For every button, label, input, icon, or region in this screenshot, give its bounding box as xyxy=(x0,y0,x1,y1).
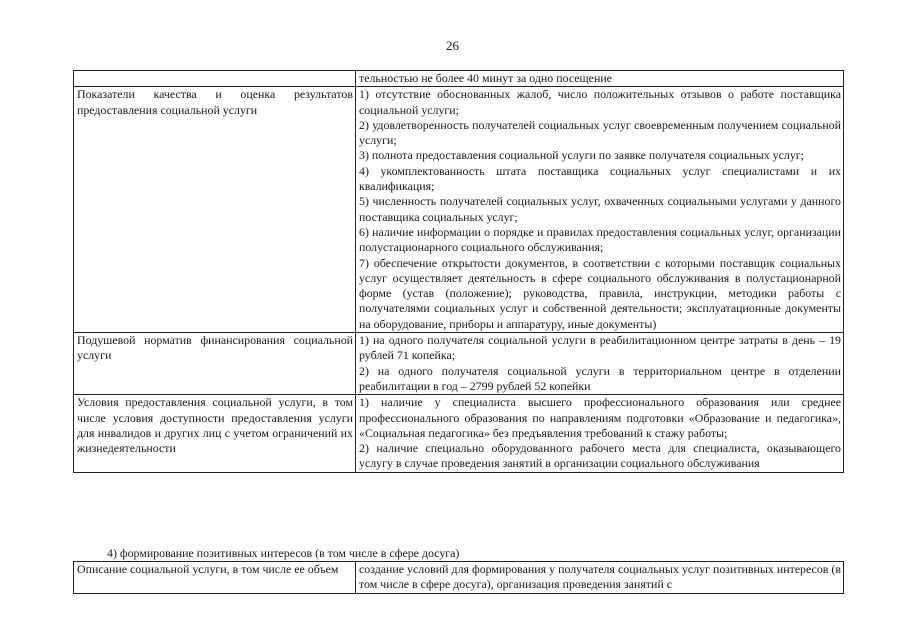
table-row xyxy=(74,562,844,594)
services-table-continued xyxy=(73,561,844,594)
list-item: 1) наличие у специалиста высшего профессионального образования или среднее профессионального образования по направлениям подготовки «Образование и педагогика», «Социальная педагогика» без предъявления требований к стажу работы; xyxy=(359,395,841,440)
table-row xyxy=(74,87,844,333)
table-row xyxy=(74,395,844,472)
list-item: 4) укомплектованность штата поставщика социальных услуг специалистами и их квалификация; xyxy=(359,163,841,194)
services-table xyxy=(73,70,844,473)
table-cell-empty xyxy=(74,71,356,87)
list-item: 2) удовлетворенность получателей социальных услуг своевременным получением социальной услуги; xyxy=(359,117,841,148)
continuation-cell: тельностью не более 40 минут за одно посещение xyxy=(356,71,844,87)
table-row xyxy=(74,333,844,395)
row-label-quality: Показатели качества и оценка результатов предоставления социальной услуги xyxy=(74,87,356,333)
list-item: 3) полнота предоставления социальной услуги по заявке получателя социальных услуг; xyxy=(359,148,804,163)
row-content-description: создание условий для формирования у получателя социальных услуг позитивных интересов (в том числе в сфере досуга), организация проведения занятий с xyxy=(356,562,844,594)
row-content-conditions xyxy=(356,395,844,472)
row-content-quality xyxy=(356,87,844,333)
table-row xyxy=(74,71,844,87)
list-item: 7) обеспечение открытости документов, в соответствии с которыми поставщик социальных услуг осуществляет деятельность в сфере социального обслуживания в полустационарной форме (устав (положение); руководства, правила, инструкции, методики работы с получателями социальных услуг и собственной деятельности; эксплуатационные документы на оборудование, приборы и аппаратуру, иные документы) xyxy=(359,255,841,331)
list-item: 1) на одного получателя социальной услуги в реабилитационном центре затраты в день – 19 рублей 71 копейка; xyxy=(359,333,841,363)
row-label-description: Описание социальной услуги, в том числе ее объем xyxy=(74,562,356,594)
list-item: 2) наличие специально оборудованного рабочего места для специалиста, оказывающего услугу в случае проведения занятий в организации социального обслуживания xyxy=(359,441,841,471)
page-number: 26 xyxy=(446,38,459,53)
list-item: 1) отсутствие обоснованных жалоб, число положительных отзывов о работе поставщика социальной услуги; xyxy=(359,87,841,117)
list-item: 2) на одного получателя социальной услуги в территориальном центре в отделении реабилитации в год – 2799 рублей 52 копейки xyxy=(359,363,841,393)
section-heading: 4) формирование позитивных интересов (в том числе в сфере досуга) xyxy=(107,546,460,560)
row-label-financing: Подушевой норматив финансирования социальной услуги xyxy=(74,333,356,395)
row-content-financing xyxy=(356,333,844,395)
row-label-conditions: Условия предоставления социальной услуги, в том числе условия доступности предоставления услуги для инвалидов и других лиц с учетом ограничений их жизнедеятельности xyxy=(74,395,356,472)
list-item: 5) численность получателей социальных услуг, охваченных социальными услугами у данного поставщика социальных услуг; xyxy=(359,194,841,224)
list-item: 6) наличие информации о порядке и правилах предоставления социальных услуг, организации полустационарного социального обслуживания; xyxy=(359,224,841,255)
